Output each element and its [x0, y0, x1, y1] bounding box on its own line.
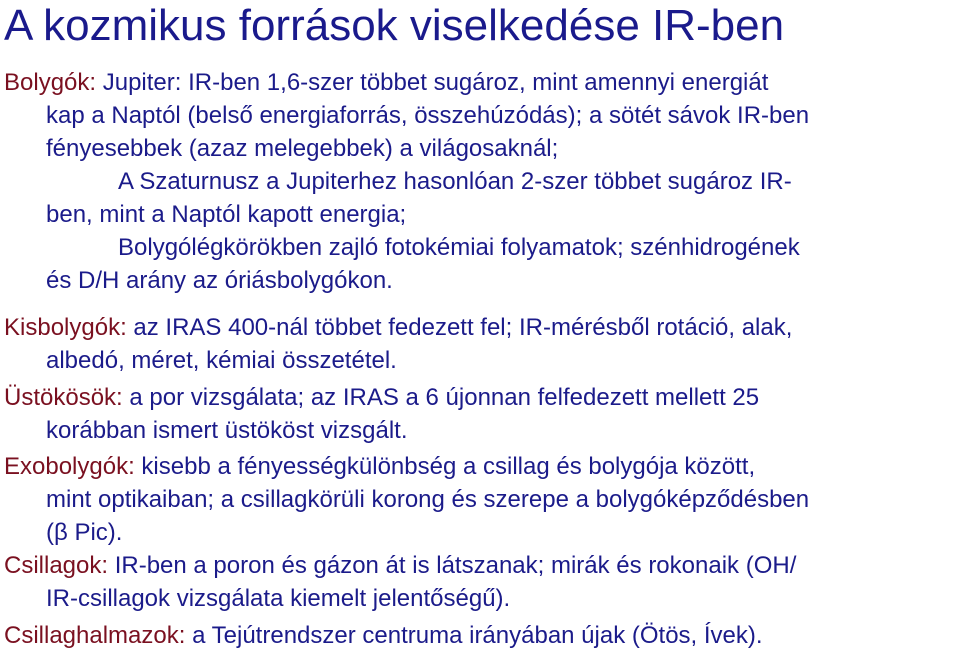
section-comets: [0, 381, 960, 447]
atmosphere-line-1: Bolygólégkörökben zajló fotokémiai folyamatok; szénhidrogének: [118, 234, 800, 261]
section-clusters: [0, 619, 960, 652]
exoplanets-line-3: (β Pic).: [46, 519, 123, 546]
atmosphere-line-2: és D/H arány az óriásbolygókon.: [46, 267, 393, 294]
term-stars: Csillagok:: [4, 552, 109, 579]
section-stars: [0, 549, 960, 615]
exoplanets-line-2: mint optikaiban; a csillagkörüli korong és szerepe a bolygóképződésben: [46, 486, 810, 513]
stars-line-2: IR-csillagok vizsgálata kiemelt jelentőségű).: [46, 585, 511, 612]
saturn-line-2: ben, mint a Naptól kapott energia;: [46, 201, 407, 228]
term-clusters: Csillaghalmazok:: [4, 622, 186, 649]
section-planets: [0, 66, 960, 297]
asteroids-line-2: albedó, méret, kémiai összetétel.: [46, 347, 397, 374]
planets-line-2: kap a Naptól (belső energiaforrás, összehúzódás); a sötét sávok IR-ben: [46, 102, 810, 129]
exoplanets-line-1: Exobolygók: kisebb a fényességkülönbség a csillag és bolygója között,: [4, 453, 756, 480]
term-asteroids: Kisbolygók:: [4, 314, 127, 341]
section-exoplanets: [0, 450, 960, 549]
term-exoplanets: Exobolygók:: [4, 453, 135, 480]
section-asteroids: [0, 311, 960, 377]
saturn-line-1: A Szaturnusz a Jupiterhez hasonlóan 2-szer többet sugároz IR-: [118, 168, 792, 195]
planets-line-3: fényesebbek (azaz melegebbek) a világosaknál;: [46, 135, 559, 162]
stars-line-1: Csillagok: IR-ben a poron és gázon át is látszanak; mirák és rokonaik (OH/: [4, 552, 797, 579]
term-planets: Bolygók:: [4, 69, 97, 96]
clusters-line-1: Csillaghalmazok: a Tejútrendszer centruma irányában újak (Ötös, Ívek).: [4, 622, 763, 649]
page-title: A kozmikus források viselkedése IR-ben: [4, 1, 785, 50]
comets-line-2: korábban ismert üstököst vizsgált.: [46, 417, 408, 444]
term-comets: Üstökösök:: [4, 384, 123, 411]
comets-line-1: Üstökösök: a por vizsgálata; az IRAS a 6 újonnan felfedezett mellett 25: [4, 384, 760, 411]
planets-line-1: Bolygók: Jupiter: IR-ben 1,6-szer többet sugároz, mint amennyi energiát: [4, 69, 769, 96]
asteroids-line-1: Kisbolygók: az IRAS 400-nál többet fedezett fel; IR-mérésből rotáció, alak,: [4, 314, 793, 341]
